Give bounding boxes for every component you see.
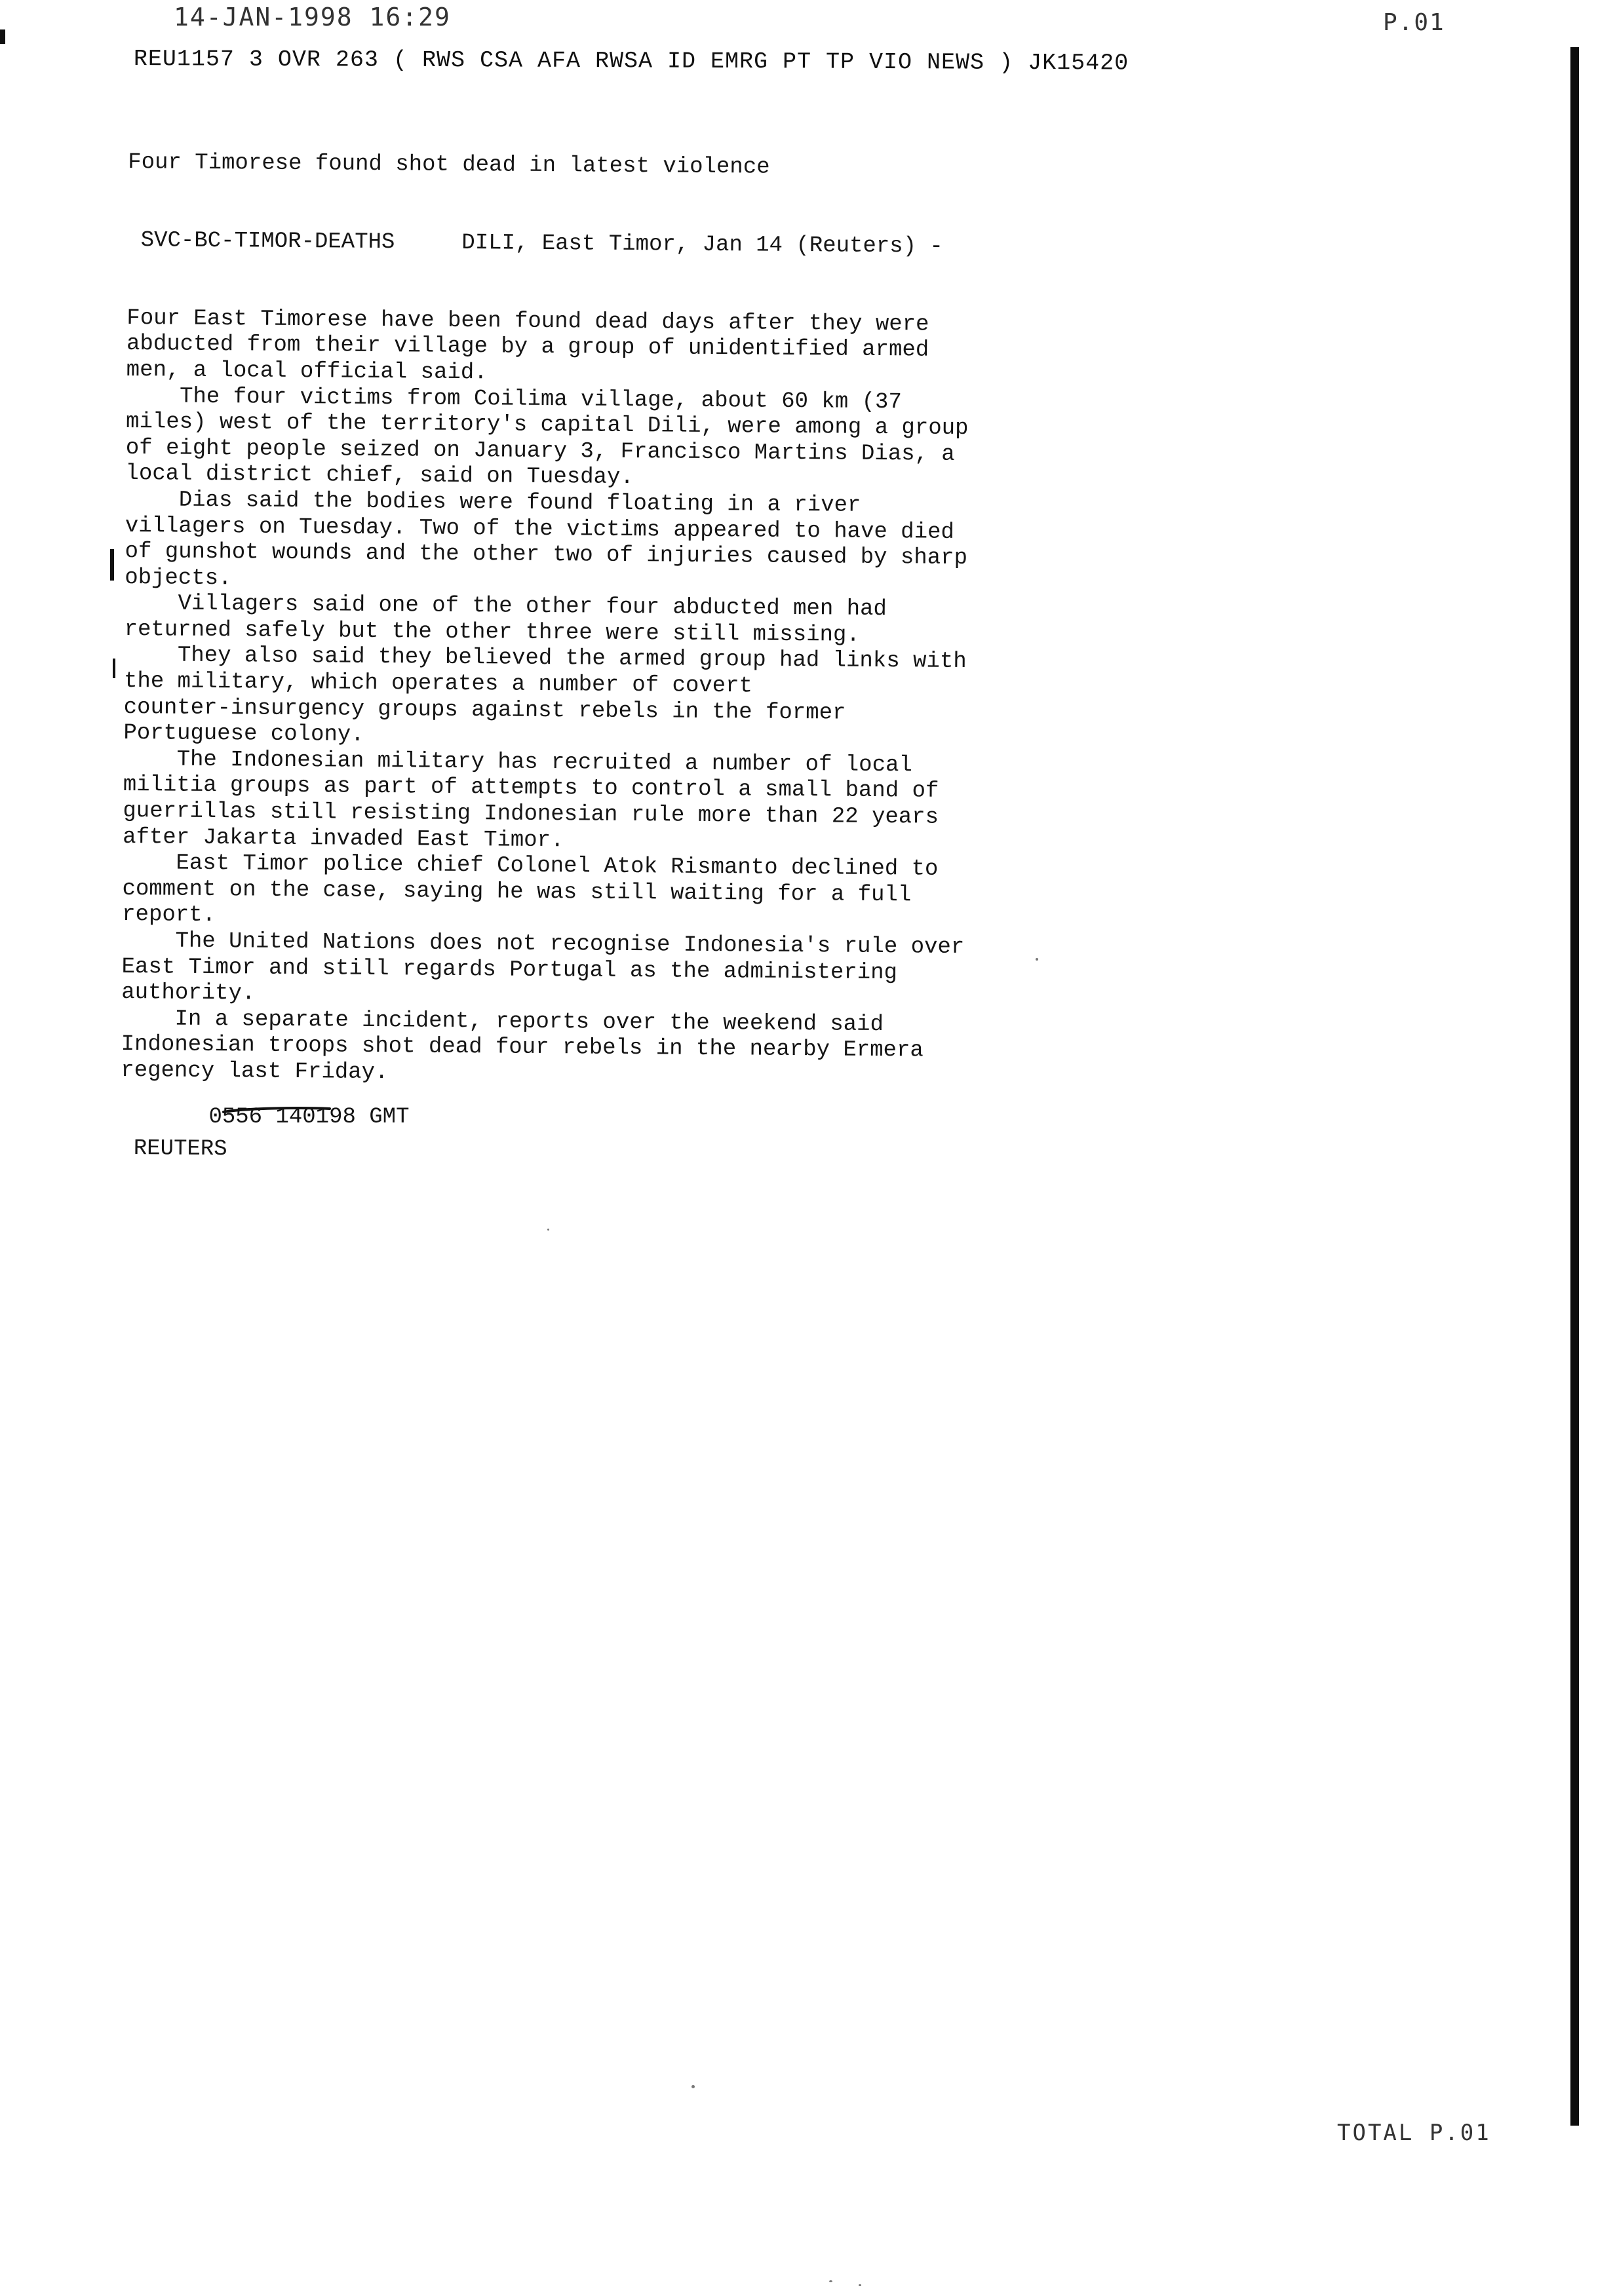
- fax-timestamp: 14-JAN-1998 16:29: [174, 3, 451, 31]
- scan-speck: [547, 1229, 549, 1231]
- article-line: report.: [122, 902, 216, 928]
- margin-pen-mark: [113, 659, 115, 678]
- article-line: after Jakarta invaded East Timor.: [122, 824, 564, 853]
- article-line: objects.: [125, 565, 232, 591]
- article-line: Four East Timorese have been found dead days after they were: [126, 305, 929, 337]
- article-line: comment on the case, saying he was still waiting for a full: [122, 876, 912, 908]
- article-line: The four victims from Coilima village, about 60 km (37: [126, 383, 902, 415]
- article-line: regency last Friday.: [121, 1058, 389, 1086]
- article-line: They also said they believed the armed group had links with: [124, 643, 967, 675]
- fax-page-number: P.01: [1383, 9, 1445, 36]
- article-slug-line: SVC-BC-TIMOR-DEATHS DILI, East Timor, Jan 14 (Reuters) -: [127, 227, 944, 259]
- article-sign-off: REUTERS: [120, 1136, 227, 1162]
- end-code-text: 0556 140198 GMT: [208, 1105, 410, 1130]
- article-line: In a separate incident, reports over the weekend said: [121, 1006, 884, 1037]
- end-block: [128, 1052, 410, 1183]
- article-line: Dias said the bodies were found floating in a river: [125, 487, 861, 518]
- scan-speck: [859, 2284, 861, 2286]
- article-line: miles) west of the territory's capital Dili, were among a group: [125, 410, 969, 442]
- total-pages: TOTAL P.01: [1337, 2120, 1491, 2146]
- news-article: [120, 98, 1151, 1196]
- article-body: [121, 306, 1149, 1092]
- scan-speck: [691, 2085, 695, 2088]
- fax-edge-line: [1570, 47, 1579, 2126]
- article-line: The Indonesian military has recruited a number of local: [123, 746, 912, 778]
- article-headline: Four Timorese found shot dead in latest violence: [128, 150, 770, 180]
- article-line: villagers on Tuesday. Two of the victims appeared to have died: [125, 513, 955, 545]
- margin-pen-mark: [110, 549, 114, 581]
- article-line: the military, which operates a number of covert: [123, 669, 753, 699]
- article-line: returned safely but the other three were still missing.: [124, 617, 860, 648]
- article-line: counter-insurgency groups against rebels in the former: [123, 695, 846, 726]
- article-line: Indonesian troops shot dead four rebels in the nearby Ermera: [121, 1032, 924, 1063]
- wire-routing-line: REU1157 3 OVR 263 ( RWS CSA AFA RWSA ID EMRG PT TP VIO NEWS ) JK15420: [133, 46, 1129, 77]
- article-line: guerrillas still resisting Indonesian rule more than 22 years: [123, 798, 939, 830]
- article-line: East Timor and still regards Portugal as the administering: [121, 954, 898, 985]
- article-line: Portuguese colony.: [123, 721, 364, 748]
- pen-underline-mark: [221, 1107, 332, 1113]
- article-line: Villagers said one of the other four abducted men had: [124, 591, 887, 622]
- scan-speck: [1036, 958, 1038, 961]
- article-line: authority.: [121, 980, 256, 1006]
- article-line: The United Nations does not recognise Indonesia's rule over: [121, 928, 965, 961]
- article-line: of gunshot wounds and the other two of injuries caused by sharp: [125, 539, 968, 571]
- article-line: East Timor police chief Colonel Atok Rismanto declined to: [122, 851, 939, 882]
- article-line: abducted from their village by a group of unidentified armed: [126, 332, 929, 363]
- article-line: men, a local official said.: [126, 357, 488, 386]
- end-transmission-code: [155, 1078, 410, 1183]
- article-line: militia groups as part of attempts to control a small band of: [123, 773, 939, 805]
- scan-speck: [829, 2280, 832, 2282]
- article-line: of eight people seized on January 3, Francisco Martins Dias, a: [125, 435, 955, 467]
- article-line: local district chief, said on Tuesday.: [125, 461, 634, 491]
